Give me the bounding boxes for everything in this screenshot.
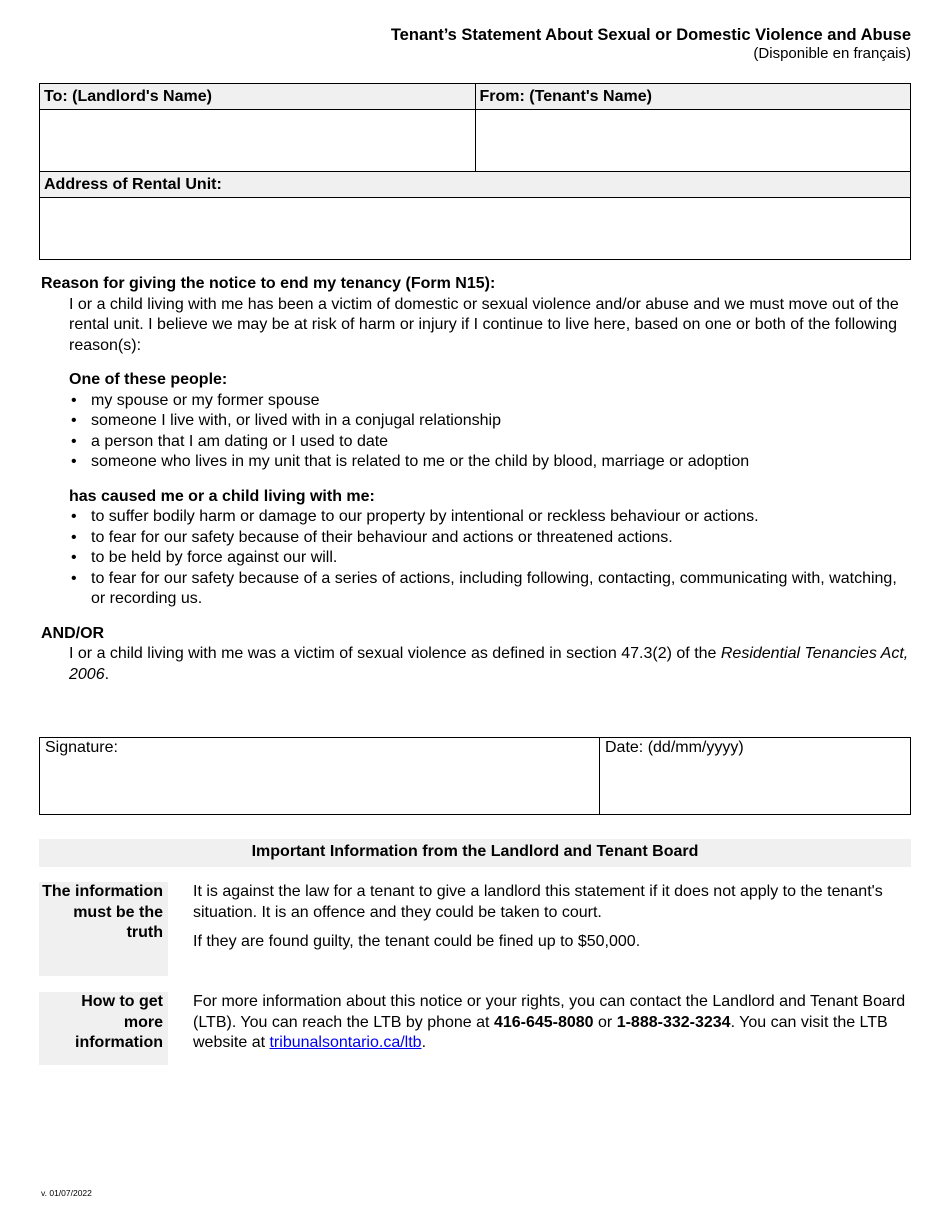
truth-body: [193, 882, 911, 962]
phone-number-local: 416-645-8080: [493, 1013, 594, 1031]
people-heading: One of these people:: [69, 371, 228, 388]
and-or-label: AND/OR: [41, 624, 105, 642]
list-item: • to fear for our safety because of their behaviour and actions or threatened actions.: [69, 528, 911, 549]
reason-section: [41, 274, 911, 685]
rental-address-label: Address of Rental Unit:: [40, 172, 911, 198]
signature-label: Signature:: [45, 739, 118, 756]
list-item: • someone I live with, or lived with in a conjugal relationship: [69, 411, 911, 432]
important-info-heading: Important Information from the Landlord and Tenant Board: [39, 839, 911, 867]
list-item: • to be held by force against our will.: [69, 548, 911, 569]
french-availability-note: (Disponible en français): [753, 45, 911, 62]
reason-intro: I or a child living with me has been a victim of domestic or sexual violence and/or abuse and we must move out of the rental unit. I believe we may be at risk of harm or injury if I continue to live here, based on one or both of the following reason(s):: [69, 295, 899, 354]
more-info-body: For more information about this notice or your rights, you can contact the Landlord and Tenant Board (LTB). You can reach the LTB by phone at 416-645-8080 or 1-888-332-3234. You can visit the LTB website at tribunalsontario.ca/ltb.: [193, 993, 906, 1051]
sexual-violence-statement: I or a child living with me was a victim of sexual violence as defined in section 47.3(2) of the Residential Tenancies Act, 2006.: [69, 645, 909, 683]
list-item: • to suffer bodily harm or damage to our property by intentional or reckless behaviour or actions.: [69, 507, 911, 528]
date-label: Date: (dd/mm/yyyy): [605, 739, 744, 756]
truth-label: The information must be the truth: [39, 882, 168, 976]
to-landlord-label: To: (Landlord's Name): [40, 84, 476, 110]
form-header: [391, 25, 911, 62]
truth-paragraph-1: It is against the law for a tenant to give a landlord this statement if it does not apply to the tenant's situation. It is an offence and they could be taken to court.: [193, 883, 883, 921]
ltb-website-link[interactable]: tribunalsontario.ca/ltb: [269, 1034, 422, 1051]
caused-heading: has caused me or a child living with me:: [69, 487, 375, 505]
from-tenant-label: From: (Tenant's Name): [475, 84, 911, 110]
truth-paragraph-2: If they are found guilty, the tenant could be fined up to $50,000.: [193, 933, 641, 950]
list-item: • to fear for our safety because of a series of actions, including following, contacting, communicating with, watching, or recording us.: [69, 569, 911, 610]
form-title: Tenant’s Statement About Sexual or Domestic Violence and Abuse: [390, 26, 911, 44]
sexual-violence-text: I or a child living with me was a victim of sexual violence as defined in section 47.3(2) of the: [69, 645, 721, 662]
tenant-name-field[interactable]: [475, 110, 911, 172]
more-info-label: How to get more information: [39, 992, 168, 1065]
party-info-table: [39, 83, 911, 260]
signature-field[interactable]: [40, 738, 600, 815]
act-name: Residential Tenancies Act, 2006: [69, 645, 909, 683]
signature-table: [39, 737, 911, 815]
phone-number-tollfree: 1-888-332-3234: [616, 1013, 731, 1031]
landlord-name-field[interactable]: [40, 110, 476, 172]
list-item: • a person that I am dating or I used to date: [69, 432, 911, 453]
list-item: • my spouse or my former spouse: [69, 391, 911, 412]
reason-heading: Reason for giving the notice to end my tenancy (Form N15):: [41, 275, 496, 292]
date-field[interactable]: [600, 738, 911, 815]
people-list: [69, 391, 911, 473]
caused-list: [69, 507, 911, 610]
list-item: • someone who lives in my unit that is related to me or the child by blood, marriage or adoption: [69, 452, 911, 473]
rental-address-field[interactable]: [40, 198, 911, 260]
form-version: v. 01/07/2022: [41, 1188, 92, 1198]
